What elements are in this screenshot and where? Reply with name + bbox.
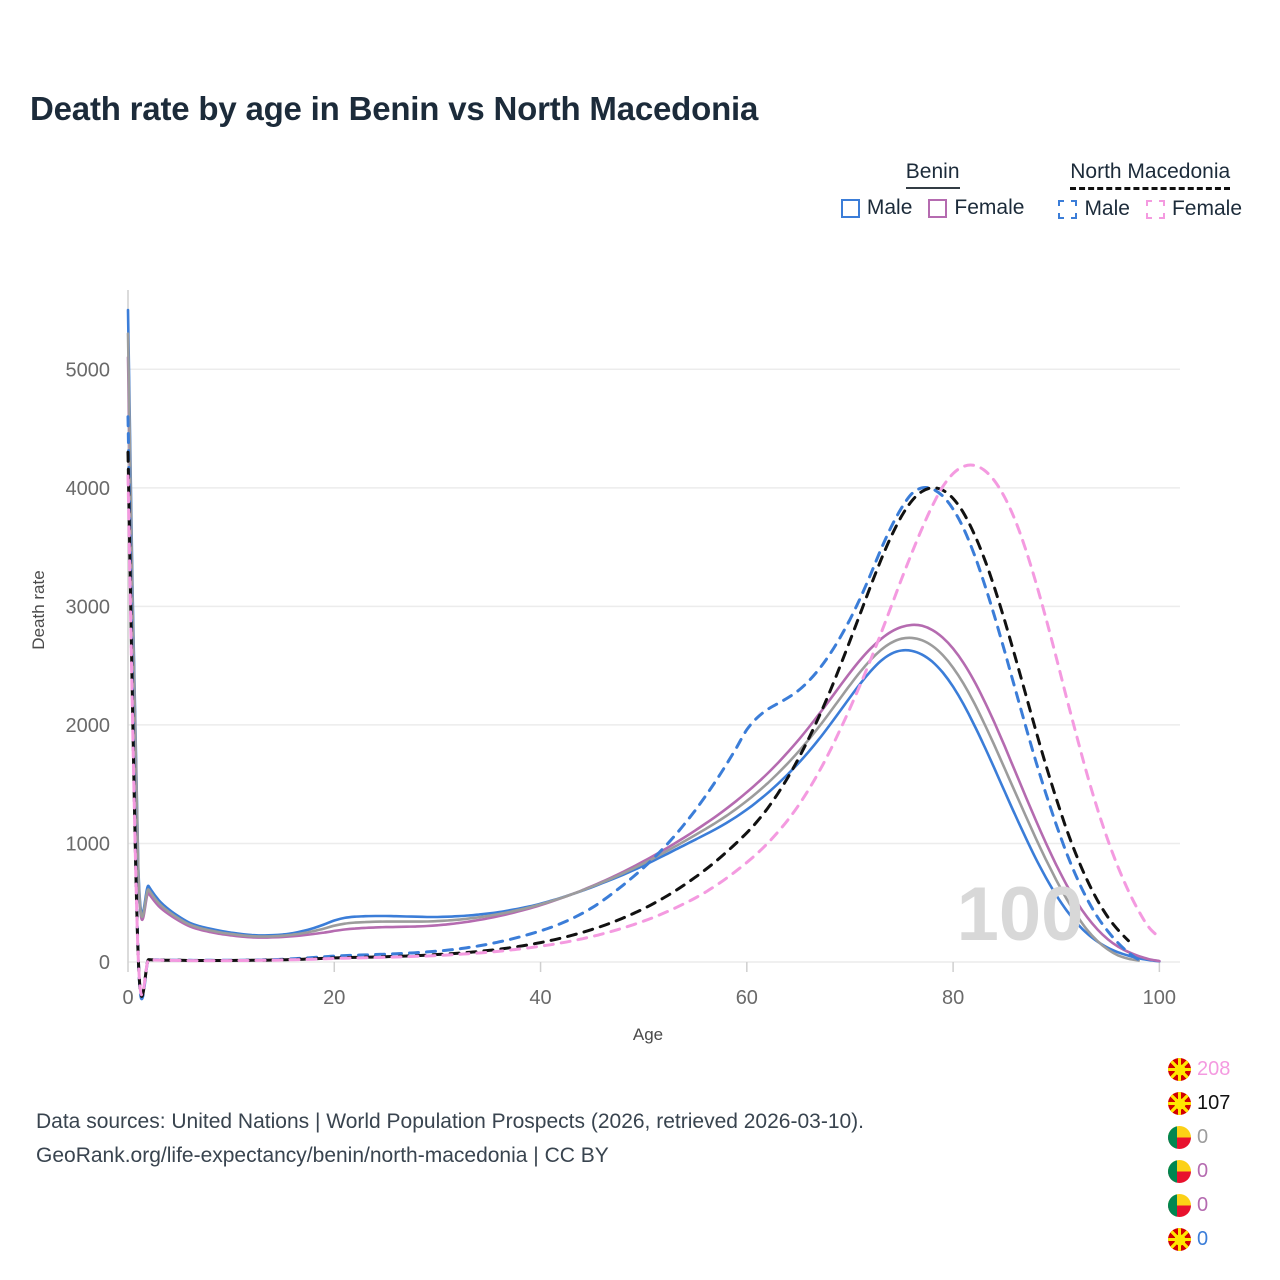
end-value-label-3: 0 [1197,1160,1209,1182]
end-value-label-0: 208 [1197,1058,1231,1080]
legend-label-nmk-female: Female [1171,197,1242,220]
svg-text:100: 100 [1142,987,1177,1009]
benin-flag-icon [1168,1194,1191,1217]
legend-item-nmk-male[interactable] [1058,197,1130,221]
end-value-3 [1168,1160,1208,1183]
legend-swatch-benin-male [841,199,860,218]
benin-flag-icon [1168,1160,1191,1183]
north-macedonia-flag-icon [1168,1092,1191,1115]
legend-group-benin [841,160,1025,220]
footer-line-2: GeoRank.org/life-expectancy/benin/north-macedonia | CC BY [36,1144,609,1168]
legend-group-title-north-macedonia: North Macedonia [1070,160,1230,190]
legend-swatch-nmk-female [1146,200,1165,219]
death-rate-line-chart [0,280,1280,1060]
end-value-1 [1168,1092,1230,1115]
end-value-label-4: 0 [1197,1194,1209,1216]
y-axis-label: Death rate [29,570,48,650]
chart-watermark: 100 [956,872,1084,957]
footer [36,1105,864,1173]
svg-text:5000: 5000 [65,359,110,382]
end-value-label-1: 107 [1197,1092,1231,1114]
benin-flag-icon [1168,1126,1191,1149]
svg-text:3000: 3000 [65,596,110,619]
legend-item-benin-female[interactable] [928,196,1024,220]
end-value-4 [1168,1194,1208,1217]
legend-item-benin-male[interactable] [841,196,913,220]
x-axis-label: Age [632,1025,664,1044]
svg-text:0: 0 [122,987,134,1009]
north-macedonia-flag-icon [1168,1058,1191,1081]
legend-swatch-nmk-male [1058,200,1077,219]
end-value-5 [1168,1228,1208,1251]
legend-label-nmk-male: Male [1084,197,1130,220]
svg-text:4000: 4000 [65,477,110,500]
legend-group-title-benin: Benin [906,160,960,189]
legend-label-benin-male: Male [866,196,913,219]
legend-label-benin-female: Female [954,196,1025,219]
page-title: Death rate by age in Benin vs North Macedonia [30,90,759,127]
svg-text:60: 60 [735,987,758,1009]
chart-legend [841,160,1242,221]
svg-text:0: 0 [98,952,110,974]
series-line-1 [128,357,1159,961]
end-value-label-2: 0 [1197,1126,1209,1148]
footer-line-1: Data sources: United Nations | World Population Prospects (2026, retrieved 2026-03-10). [36,1110,865,1133]
chart-plot-area [0,280,1280,1060]
legend-item-nmk-female[interactable] [1146,197,1242,221]
svg-text:2000: 2000 [65,714,110,737]
end-value-label-5: 0 [1197,1228,1209,1250]
legend-group-north-macedonia [1058,160,1242,221]
svg-text:40: 40 [529,987,552,1009]
svg-text:1000: 1000 [65,833,110,856]
legend-swatch-benin-female [928,199,947,218]
svg-text:20: 20 [323,987,346,1009]
end-value-2 [1168,1126,1208,1149]
north-macedonia-flag-icon [1168,1228,1191,1251]
svg-text:80: 80 [941,987,965,1009]
end-value-0 [1168,1058,1230,1081]
